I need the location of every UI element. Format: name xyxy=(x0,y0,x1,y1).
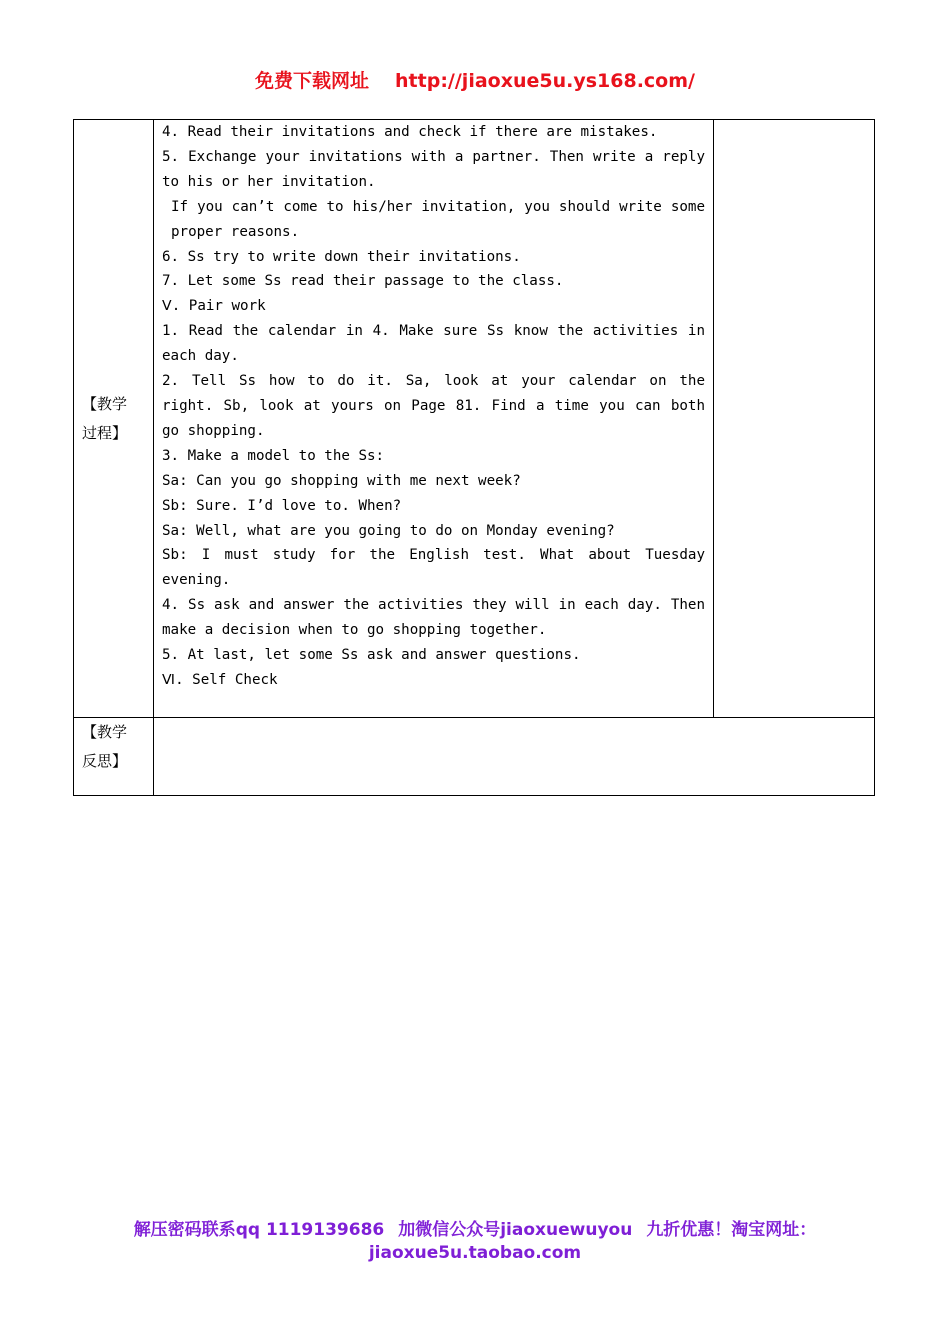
process-content xyxy=(154,120,713,693)
process-label-line-2: 过程】 xyxy=(82,423,128,442)
lesson-plan-table xyxy=(73,119,875,796)
process-line: 4. Ss ask and answer the activities they will in each day. Then make a decision when to go shopping together. xyxy=(162,597,705,639)
header-title: 免费下载网址 xyxy=(255,70,370,92)
process-line: 3. Make a model to the Ss: xyxy=(162,447,385,464)
process-label xyxy=(74,390,153,448)
process-line: 5. Exchange your invitations with a partner. Then write a reply to his or her invitation. xyxy=(162,148,705,190)
footer-line-2 xyxy=(0,1242,950,1265)
teaching-reflection-row xyxy=(74,718,875,796)
footer-promo: 九折优惠！淘宝网址： xyxy=(646,1220,817,1240)
process-line: 5. At last, let some Ss ask and answer questions. xyxy=(162,647,581,664)
process-label-cell xyxy=(74,120,154,718)
process-line: 4. Read their invitations and check if there are mistakes. xyxy=(162,124,658,140)
process-line: Ⅴ. Pair work xyxy=(162,298,266,315)
process-line: Sa: Well, what are you going to do on Monday evening? xyxy=(162,522,615,539)
reflect-label-line-1: 【教学 xyxy=(82,723,128,741)
teaching-process-row xyxy=(74,120,875,718)
process-line: If you can’t come to his/her invitation, you should write some proper reasons. xyxy=(171,198,705,240)
footer-contact-prefix: 解压密码联系 xyxy=(133,1220,236,1240)
process-line: Sa: Can you go shopping with me next week? xyxy=(162,472,521,489)
process-line: 1. Read the calendar in 4. Make sure Ss know the activities in each day. xyxy=(162,323,705,365)
reflect-content-cell xyxy=(154,718,875,796)
footer-line-1 xyxy=(0,1219,950,1242)
process-line: 6. Ss try to write down their invitations. xyxy=(162,248,521,265)
reflect-label xyxy=(74,718,153,776)
footer-shop-link[interactable]: jiaoxue5u.taobao.com xyxy=(368,1243,582,1263)
footer-wechat: jiaoxuewuyou xyxy=(500,1220,633,1240)
reflect-label-line-2: 反思】 xyxy=(82,752,128,770)
page-header xyxy=(0,66,950,96)
header-url-link[interactable]: http://jiaoxue5u.ys168.com/ xyxy=(395,70,695,92)
process-line: Ⅵ. Self Check xyxy=(162,671,278,688)
process-line: Sb: I must study for the English test. What about Tuesday evening. xyxy=(162,547,705,589)
process-line: 2. Tell Ss how to do it. Sa, look at your calendar on the right. Sb, look at yours on Page 81. Find a time you can both go shopping. xyxy=(162,373,705,439)
process-line: 7. Let some Ss read their passage to the class. xyxy=(162,273,564,290)
reflect-label-cell xyxy=(74,718,154,796)
footer-wechat-prefix: 加微信公众号 xyxy=(398,1220,501,1240)
process-label-line-1: 【教学 xyxy=(82,394,128,413)
footer-qq: qq 1119139686 xyxy=(235,1220,385,1240)
process-notes-cell xyxy=(714,120,875,718)
process-content-cell xyxy=(154,120,714,718)
page-footer xyxy=(0,1219,950,1265)
process-line: Sb: Sure. I’d love to. When? xyxy=(162,497,402,514)
